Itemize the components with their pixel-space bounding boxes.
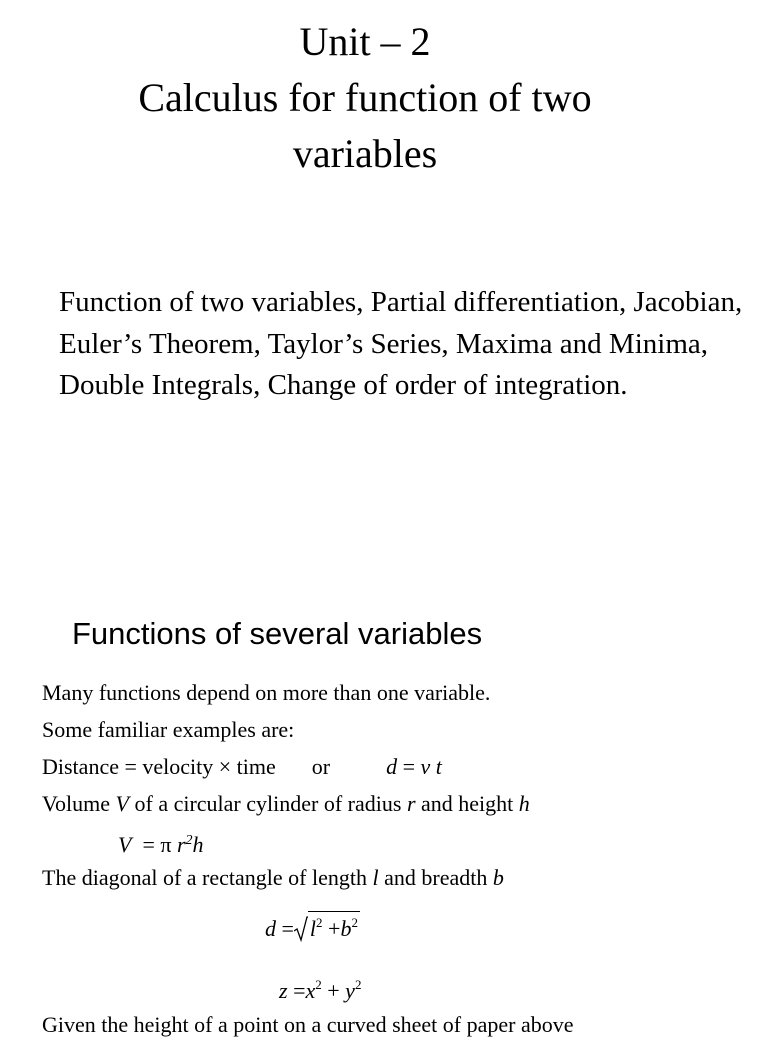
or-text: or	[311, 754, 331, 779]
formula-eq-pi: = π	[131, 832, 177, 857]
z-exp-2: 2	[354, 977, 362, 992]
sqrt-symbol-icon	[294, 916, 308, 942]
var-b: b	[492, 865, 504, 890]
diagonal-text-b: and breadth	[378, 865, 493, 890]
z-exp-1: 2	[315, 977, 322, 992]
subject-title-line2: variables	[292, 131, 438, 176]
formula-var-V: V	[118, 832, 132, 857]
section-heading: Functions of several variables	[72, 616, 483, 651]
equals-sign: =	[397, 754, 421, 779]
diag-var-d: d	[265, 916, 276, 941]
volume-text-a: Volume	[42, 791, 116, 816]
subject-title-line1: Calculus for function of two	[138, 75, 592, 120]
z-var: z	[279, 978, 288, 1003]
formula-exp: 2	[185, 833, 193, 848]
example-distance	[42, 752, 442, 782]
z-equals: =	[293, 978, 306, 1003]
example-diagonal	[42, 863, 504, 893]
z-var-y: y	[345, 978, 355, 1003]
z-plus: +	[327, 978, 340, 1003]
topics-list: Function of two variables, Partial differentiation, Jacobian, Euler’s Theorem, Taylor’s Series, Maxima and Minima, Double Integrals, Change of order of integration.	[59, 286, 743, 401]
diagonal-text-a: The diagonal of a rectangle of length	[42, 865, 373, 890]
cutoff-line: Given the height of a point on a curved sheet of paper above	[42, 1012, 574, 1037]
var-h: h	[518, 791, 530, 816]
diag-var-l: l	[309, 916, 317, 941]
var-V: V	[115, 791, 129, 816]
diag-plus: +	[328, 916, 341, 941]
var-t: t	[435, 754, 442, 779]
var-d: d	[386, 754, 398, 779]
var-l: l	[372, 865, 379, 890]
formula-volume	[118, 826, 204, 860]
intro-line-2: Some familiar examples are:	[42, 717, 295, 742]
diag-equals: =	[281, 916, 294, 941]
intro-line-1: Many functions depend on more than one variable.	[42, 680, 491, 705]
var-r: r	[406, 791, 416, 816]
var-v: v	[420, 754, 431, 779]
diag-exp-1: 2	[316, 915, 323, 930]
volume-text-c: and height	[415, 791, 519, 816]
formula-z	[279, 970, 361, 1006]
distance-text: Distance = velocity × time	[42, 754, 276, 779]
diag-var-b: b	[340, 916, 352, 941]
formula-var-r: r	[176, 832, 186, 857]
formula-var-h: h	[192, 832, 204, 857]
volume-text-b: of a circular cylinder of radius	[129, 791, 407, 816]
z-var-x: x	[305, 978, 316, 1003]
diag-exp-2: 2	[351, 915, 358, 930]
sqrt-group	[294, 911, 360, 944]
unit-title: Unit – 2	[299, 19, 431, 64]
example-volume	[42, 789, 530, 819]
formula-diagonal	[265, 911, 360, 944]
